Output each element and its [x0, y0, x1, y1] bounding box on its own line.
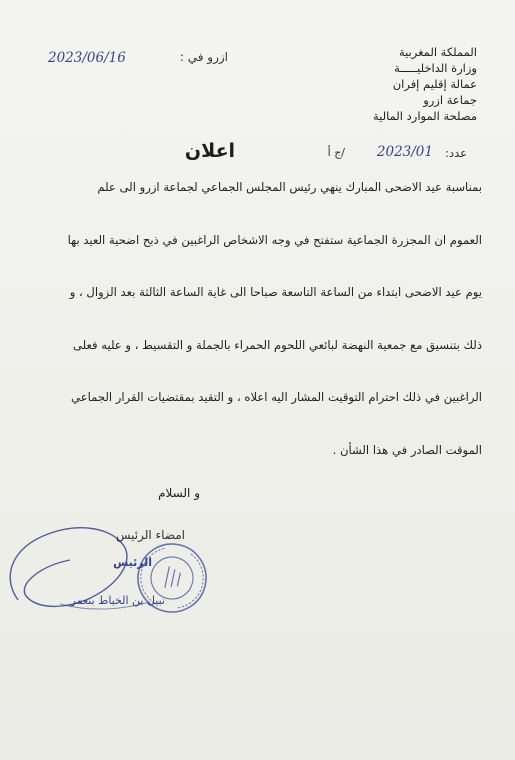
body-line: الراغبين في ذلك احترام التوقيت المشار اليه اعلاه ، و التقيد بمقتضيات القرار الجماعي: [71, 390, 482, 404]
body-line: ذلك بتنسيق مع جمعية النهضة لبائعي اللحوم الحمراء بالجملة و التقسيط ، و عليه فعلى: [72, 337, 482, 352]
letterhead-ministry: وزارة الداخليـــــة: [394, 61, 477, 75]
president-name: نبيل بن الخياط بنعمر: [70, 594, 165, 607]
letterhead-prefecture: عمالة إقليم إفران: [392, 77, 477, 91]
body-line: بمناسبة عيد الاضحى المبارك ينهي رئيس المجلس الجماعي لجماعة ازرو الى علم: [97, 180, 482, 194]
letterhead-kingdom: المملكة المغربية: [398, 45, 477, 59]
body-line: العموم ان المجزرة الجماعية ستفتح في وجه الاشخاص الراغبين في ذبح اضحية العيد بها: [67, 232, 482, 247]
reference-label: عدد:: [445, 146, 467, 160]
body-line: يوم عيد الاضحى ابتداء من الساعة التاسعة صباحا الى غاية الساعة الثالثة بعد الزوال ، و: [69, 285, 482, 299]
letterhead-commune: جماعة ازرو: [423, 93, 477, 107]
letterhead: [327, 44, 477, 124]
handwritten-reference: 2023/01: [376, 144, 433, 160]
reference-number: [317, 144, 467, 166]
signature-label: امضاء الرئيس: [115, 528, 185, 542]
place-date: [48, 50, 228, 72]
handwritten-date: 2023/06/16: [48, 50, 126, 66]
president-title: الرئيس: [113, 556, 152, 569]
announcement-body: [32, 180, 482, 495]
document-title: اعلان: [184, 140, 236, 162]
reference-suffix: /ج أ: [327, 146, 345, 159]
body-line: الموقت الصادر في هذا الشأن .: [332, 442, 482, 457]
place-date-label: ازرو في :: [179, 50, 228, 64]
closing-salutation: و السلام: [158, 486, 200, 500]
letterhead-department: مصلحة الموارد المالية: [373, 109, 477, 123]
